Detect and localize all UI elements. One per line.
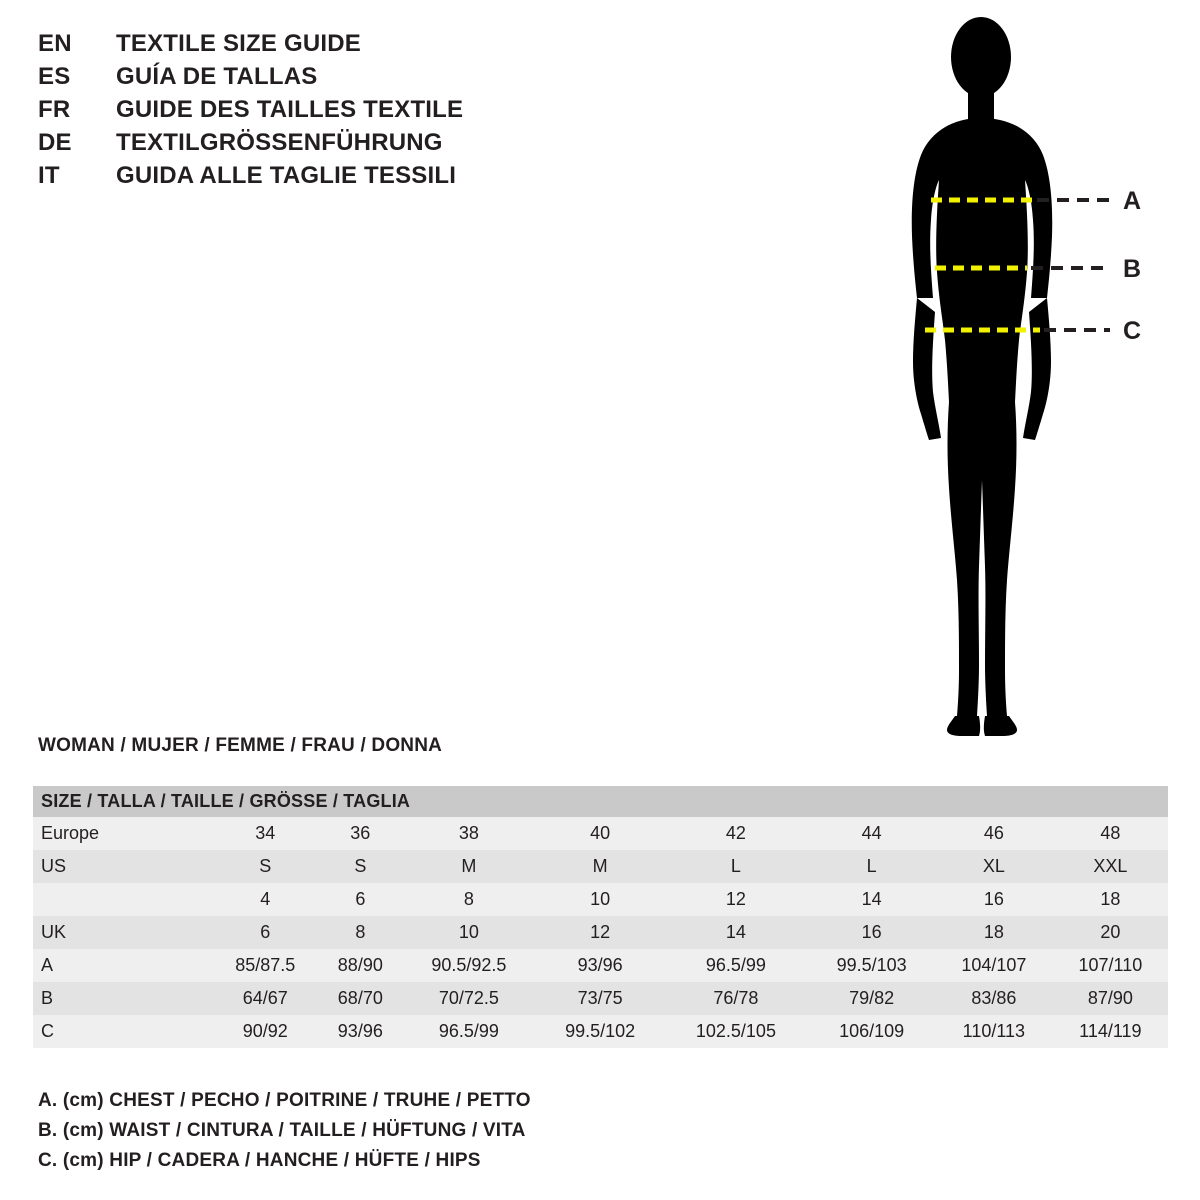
measure-label-c: C — [1123, 317, 1142, 345]
language-code: FR — [38, 96, 71, 123]
table-cell: 44 — [808, 817, 935, 850]
table-cell: 104/107 — [935, 949, 1053, 982]
row-label: UK — [33, 916, 211, 949]
table-cell: 40 — [537, 817, 664, 850]
language-title: GUÍA DE TALLAS — [116, 63, 318, 90]
row-label: Europe — [33, 817, 211, 850]
table-cell: M — [401, 850, 537, 883]
female-silhouette — [912, 17, 1052, 736]
language-code: DE — [38, 129, 72, 156]
language-code: IT — [38, 162, 60, 189]
table-row — [33, 850, 1168, 883]
table-cell: 6 — [211, 916, 320, 949]
table-band-row — [33, 786, 1168, 817]
row-label: C — [33, 1015, 211, 1048]
table-row — [33, 817, 1168, 850]
language-row — [38, 96, 598, 129]
table-cell: 36 — [320, 817, 401, 850]
table-cell: 8 — [401, 883, 537, 916]
row-label: A — [33, 949, 211, 982]
table-row — [33, 982, 1168, 1015]
language-row — [38, 162, 598, 195]
table-cell: 93/96 — [537, 949, 664, 982]
table-cell: 99.5/103 — [808, 949, 935, 982]
table-cell: 34 — [211, 817, 320, 850]
female-body-diagram — [855, 10, 1185, 750]
table-cell: 106/109 — [808, 1015, 935, 1048]
table-cell: 99.5/102 — [537, 1015, 664, 1048]
table-cell: 10 — [401, 916, 537, 949]
table-cell: 4 — [211, 883, 320, 916]
table-cell: 18 — [935, 916, 1053, 949]
table-cell: 96.5/99 — [664, 949, 809, 982]
table-row — [33, 916, 1168, 949]
table-cell: XXL — [1053, 850, 1168, 883]
table-cell: 73/75 — [537, 982, 664, 1015]
table-cell: S — [211, 850, 320, 883]
table-cell: M — [537, 850, 664, 883]
table-cell: 12 — [537, 916, 664, 949]
table-cell: 38 — [401, 817, 537, 850]
table-cell: 12 — [664, 883, 809, 916]
table-cell: 102.5/105 — [664, 1015, 809, 1048]
table-row — [33, 1015, 1168, 1048]
row-label: US — [33, 850, 211, 883]
table-cell: 64/67 — [211, 982, 320, 1015]
table-cell: 90.5/92.5 — [401, 949, 537, 982]
table-row — [33, 883, 1168, 916]
legend-item-c: C. (cm) HIP / CADERA / HANCHE / HÜFTE / HIPS — [38, 1150, 481, 1171]
table-cell: 46 — [935, 817, 1053, 850]
table-cell: 6 — [320, 883, 401, 916]
table-cell: 79/82 — [808, 982, 935, 1015]
table-cell: L — [808, 850, 935, 883]
table-cell: 70/72.5 — [401, 982, 537, 1015]
section-title: WOMAN / MUJER / FEMME / FRAU / DONNA — [38, 735, 443, 756]
table-cell: 48 — [1053, 817, 1168, 850]
table-cell: 10 — [537, 883, 664, 916]
table-cell: 16 — [808, 916, 935, 949]
table-cell: 110/113 — [935, 1015, 1053, 1048]
legend-item-b: B. (cm) WAIST / CINTURA / TAILLE / HÜFTUNG / VITA — [38, 1120, 526, 1141]
table-row — [33, 949, 1168, 982]
language-code: ES — [38, 63, 71, 90]
row-label — [33, 883, 211, 916]
language-title: TEXTILE SIZE GUIDE — [116, 30, 361, 57]
language-row — [38, 129, 598, 162]
language-row — [38, 30, 598, 63]
language-title: GUIDA ALLE TAGLIE TESSILI — [116, 162, 457, 189]
table-cell: L — [664, 850, 809, 883]
measure-label-b: B — [1123, 255, 1142, 283]
table-cell: 76/78 — [664, 982, 809, 1015]
language-title-list — [38, 30, 598, 195]
table-cell: 96.5/99 — [401, 1015, 537, 1048]
measurement-legend — [38, 1090, 738, 1180]
table-cell: 87/90 — [1053, 982, 1168, 1015]
table-cell: 83/86 — [935, 982, 1053, 1015]
language-title: GUIDE DES TAILLES TEXTILE — [116, 96, 464, 123]
table-cell: S — [320, 850, 401, 883]
table-cell: 14 — [808, 883, 935, 916]
table-cell: 42 — [664, 817, 809, 850]
table-cell: 85/87.5 — [211, 949, 320, 982]
table-cell: 114/119 — [1053, 1015, 1168, 1048]
table-cell: 107/110 — [1053, 949, 1168, 982]
table-cell: 8 — [320, 916, 401, 949]
size-table — [33, 786, 1168, 1048]
table-band-label: SIZE / TALLA / TAILLE / GRÖSSE / TAGLIA — [33, 786, 1168, 817]
table-cell: 18 — [1053, 883, 1168, 916]
language-title: TEXTILGRÖSSENFÜHRUNG — [116, 129, 443, 156]
row-label: B — [33, 982, 211, 1015]
table-cell: 93/96 — [320, 1015, 401, 1048]
table-cell: 90/92 — [211, 1015, 320, 1048]
legend-item-a: A. (cm) CHEST / PECHO / POITRINE / TRUHE / PETTO — [38, 1090, 531, 1111]
measure-label-a: A — [1123, 187, 1142, 215]
table-cell: 14 — [664, 916, 809, 949]
table-cell: XL — [935, 850, 1053, 883]
language-code: EN — [38, 30, 72, 57]
table-cell: 16 — [935, 883, 1053, 916]
language-row — [38, 63, 598, 96]
table-cell: 20 — [1053, 916, 1168, 949]
table-cell: 68/70 — [320, 982, 401, 1015]
table-cell: 88/90 — [320, 949, 401, 982]
